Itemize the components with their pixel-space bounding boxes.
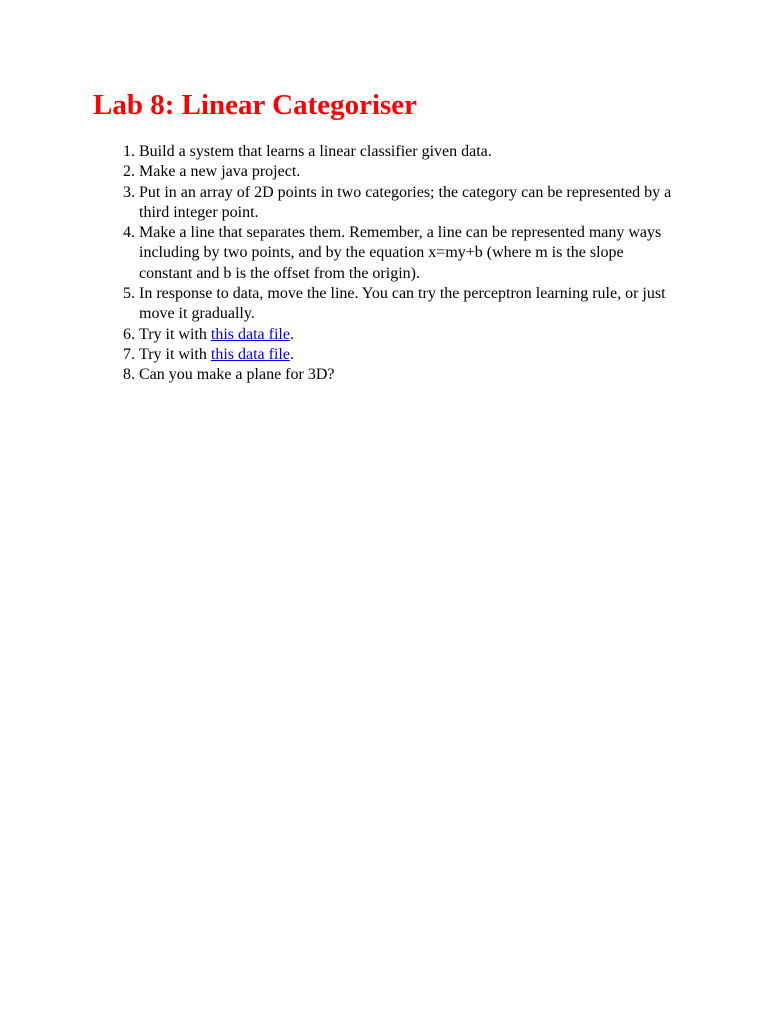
step-text-prefix: Try it with <box>139 345 211 363</box>
data-file-link-2[interactable]: this data file <box>210 345 290 363</box>
list-item-3 <box>139 183 672 224</box>
step-text: In response to data, move the line. You can try the perceptron learning rule, or just move it gradually. <box>139 285 666 323</box>
list-item-5 <box>139 284 672 325</box>
step-text: Build a system that learns a linear classifier given data. <box>139 143 492 160</box>
list-item-6 <box>139 325 672 345</box>
list-item-2 <box>139 162 672 182</box>
step-text-prefix: Try it with <box>139 325 211 343</box>
step-text: Can you make a plane for 3D? <box>139 366 335 384</box>
data-file-link-1[interactable]: this data file <box>210 325 290 343</box>
steps-list <box>93 142 672 386</box>
step-text-suffix: . <box>289 345 294 363</box>
list-item-4 <box>139 223 672 284</box>
list-item-7 <box>139 345 672 365</box>
list-item-1 <box>139 142 672 162</box>
step-text-suffix: . <box>289 325 294 343</box>
page-title: Lab 8: Linear Categoriser <box>93 89 418 121</box>
step-text: Make a line that separates them. Remember, a line can be represented many ways including by two points, and by the equation x=my+b (where m is the slope constant and b is the offset from the origin). <box>139 224 662 282</box>
step-text: Make a new java project. <box>139 163 301 181</box>
step-text: Put in an array of 2D points in two categories; the category can be represented by a third integer point. <box>139 183 672 221</box>
list-item-8 <box>139 365 672 385</box>
